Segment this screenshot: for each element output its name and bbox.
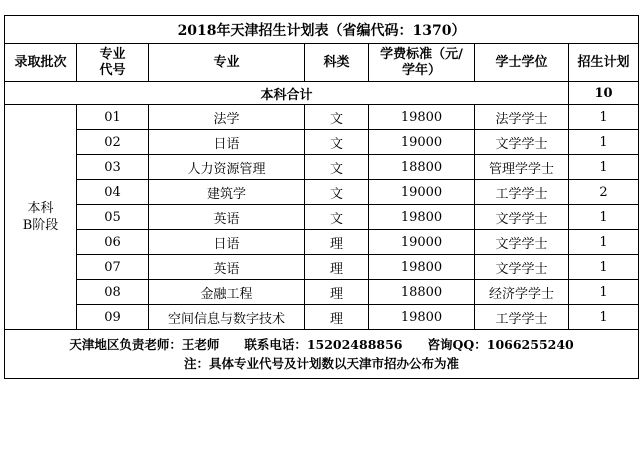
cell-degree: 法学学士 <box>475 105 569 130</box>
cell-subject: 文 <box>305 180 369 205</box>
table-row <box>5 205 639 230</box>
batch-line2: B阶段 <box>22 218 59 233</box>
cell-major: 英语 <box>149 205 305 230</box>
header-subject: 科类 <box>305 44 369 82</box>
table-row <box>5 180 639 205</box>
cell-fee: 19800 <box>369 205 475 230</box>
table-row <box>5 130 639 155</box>
cell-major: 建筑学 <box>149 180 305 205</box>
header-tuition-line2: 学年） <box>401 62 441 78</box>
cell-subject: 文 <box>305 130 369 155</box>
table-row <box>5 255 639 280</box>
table-row <box>5 305 639 330</box>
enrollment-plan-table <box>4 15 639 379</box>
cell-fee: 19000 <box>369 180 475 205</box>
cell-plan: 2 <box>569 180 639 205</box>
cell-subject: 理 <box>305 230 369 255</box>
cell-fee: 19800 <box>369 255 475 280</box>
cell-plan: 1 <box>569 105 639 130</box>
cell-code: 05 <box>77 205 149 230</box>
cell-fee: 19800 <box>369 305 475 330</box>
cell-major: 人力资源管理 <box>149 155 305 180</box>
cell-subject: 文 <box>305 155 369 180</box>
cell-major: 日语 <box>149 230 305 255</box>
batch-line1: 本科 <box>27 201 54 216</box>
cell-plan: 1 <box>569 155 639 180</box>
summary-label: 本科合计 <box>5 82 569 105</box>
table-row <box>5 155 639 180</box>
cell-subject: 理 <box>305 305 369 330</box>
header-row <box>5 44 639 82</box>
cell-degree: 工学学士 <box>475 305 569 330</box>
cell-major: 英语 <box>149 255 305 280</box>
cell-major: 空间信息与数字技术 <box>149 305 305 330</box>
table-row <box>5 105 639 130</box>
cell-plan: 1 <box>569 305 639 330</box>
cell-plan: 1 <box>569 280 639 305</box>
cell-plan: 1 <box>569 230 639 255</box>
cell-plan: 1 <box>569 255 639 280</box>
header-major-code <box>77 44 149 82</box>
cell-code: 02 <box>77 130 149 155</box>
cell-code: 08 <box>77 280 149 305</box>
cell-fee: 19800 <box>369 105 475 130</box>
cell-fee: 18800 <box>369 280 475 305</box>
cell-plan: 1 <box>569 130 639 155</box>
table-row <box>5 230 639 255</box>
cell-code: 06 <box>77 230 149 255</box>
table-title: 2018年天津招生计划表（省编代码：1370） <box>5 16 639 44</box>
cell-degree: 文学学士 <box>475 230 569 255</box>
footer-contact: 天津地区负责老师：王老师 联系电话：15202488856 咨询QQ：1066255240 <box>69 337 574 352</box>
cell-degree: 文学学士 <box>475 205 569 230</box>
cell-fee: 18800 <box>369 155 475 180</box>
cell-fee: 19000 <box>369 130 475 155</box>
header-plan: 招生计划 <box>569 44 639 82</box>
cell-fee: 19000 <box>369 230 475 255</box>
cell-code: 09 <box>77 305 149 330</box>
cell-code: 04 <box>77 180 149 205</box>
header-major-code-line2: 代号 <box>99 62 126 78</box>
cell-degree: 管理学学士 <box>475 155 569 180</box>
cell-code: 03 <box>77 155 149 180</box>
batch-cell <box>5 105 77 330</box>
cell-subject: 文 <box>305 105 369 130</box>
summary-total: 10 <box>569 82 639 105</box>
header-batch: 录取批次 <box>5 44 77 82</box>
cell-degree: 经济学学士 <box>475 280 569 305</box>
cell-degree: 工学学士 <box>475 180 569 205</box>
cell-plan: 1 <box>569 205 639 230</box>
cell-code: 01 <box>77 105 149 130</box>
table-row <box>5 280 639 305</box>
header-tuition <box>369 44 475 82</box>
cell-major: 金融工程 <box>149 280 305 305</box>
header-degree: 学士学位 <box>475 44 569 82</box>
cell-subject: 理 <box>305 255 369 280</box>
header-tuition-line1: 学费标准（元/ <box>380 46 463 62</box>
summary-row <box>5 82 639 105</box>
cell-degree: 文学学士 <box>475 130 569 155</box>
header-major: 专业 <box>149 44 305 82</box>
cell-major: 法学 <box>149 105 305 130</box>
footer-row <box>5 330 639 379</box>
footer-note <box>5 330 639 379</box>
cell-subject: 理 <box>305 280 369 305</box>
cell-degree: 文学学士 <box>475 255 569 280</box>
cell-code: 07 <box>77 255 149 280</box>
footer-disclaimer: 注：具体专业代号及计划数以天津市招办公布为准 <box>184 356 460 371</box>
cell-major: 日语 <box>149 130 305 155</box>
header-major-code-line1: 专业 <box>99 46 126 62</box>
cell-subject: 文 <box>305 205 369 230</box>
